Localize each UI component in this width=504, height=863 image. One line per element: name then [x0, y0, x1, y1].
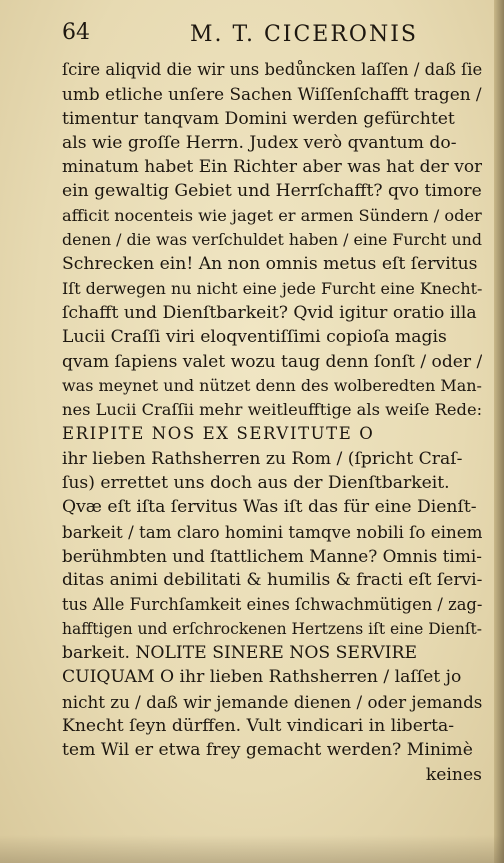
- text-line: qvam ſapiens valet wozu taug denn ſonſt / oder /: [62, 351, 482, 372]
- text-line: ditas animi debilitati & humilis & fracti eſt ſervi-: [62, 570, 482, 591]
- text-line: timentur tanqvam Domini werden gefürchtet: [62, 108, 455, 129]
- page-header: [62, 20, 480, 50]
- text-line: als wie groſſe Herrn. Judex verò qvantum do-: [62, 132, 457, 153]
- text-line: barkeit / tam claro homini tamqve nobili ſo einem: [62, 521, 482, 542]
- text-line: ſchafft und Dienſtbarkeit? Qvid igitur oratio illa: [62, 302, 477, 323]
- text-line: tem Wil er etwa frey gemacht werden? Minimè: [62, 740, 473, 761]
- text-line: Lucii Craſſi viri eloqventiſſimi copioſa magis: [62, 327, 447, 348]
- text-line: Knecht ſeyn dürffen. Vult vindicari in liberta-: [62, 716, 455, 737]
- text-line: Schrecken ein! An non omnis metus eſt ſervitus: [62, 254, 478, 275]
- page-bottom-shadow: [0, 835, 504, 863]
- text-line: berühmbten und ſtattlichem Manne? Omnis timi-: [62, 545, 482, 566]
- text-line: Iſt derwegen nu nicht eine jede Furcht eine Knecht-: [62, 278, 482, 298]
- text-line: afficit nocenteis wie jaget er armen Sündern / oder: [62, 205, 482, 225]
- text-line: Qvæ eſt iſta ſervitus Was iſt das für eine Dienſt-: [62, 497, 477, 518]
- text-line: ſcire aliqvid die wir uns bedůncken laſſen / daß ſie: [62, 60, 482, 79]
- text-line: was meynet und nützet denn des wolberedten Man-: [62, 375, 482, 395]
- page-number: 64: [62, 20, 90, 45]
- text-line: ſus) errettet uns doch aus der Dienſtbarkeit.: [62, 473, 450, 494]
- text-line: denen / die was verſchuldet haben / eine Furcht und: [62, 230, 482, 250]
- text-line: ihr lieben Rathsherren zu Rom / (ſpricht Craſ-: [62, 448, 463, 469]
- text-line: ein gewaltig Gebiet und Herrſchafft? qvo timore: [62, 181, 482, 202]
- text-line: minatum habet Ein Richter aber was hat der vor: [62, 157, 482, 178]
- running-title: M. T. CICERONIS: [190, 22, 418, 47]
- page-edge-shadow: [494, 0, 504, 863]
- catchword: keines: [425, 764, 482, 785]
- text-line: barkeit. NOLITE SINERE NOS SERVIRE: [62, 643, 417, 664]
- text-line: tus Alle Furchſamkeit eines ſchwachmütigen / zag-: [62, 594, 482, 614]
- text-line: nes Lucii Craſſii mehr weitleufftige als weiſe Rede:: [62, 400, 482, 420]
- body-text: [62, 58, 482, 787]
- text-line: CUIQUAM O ihr lieben Rathsherren / laſſet jo: [62, 667, 462, 688]
- text-line: hafftigen und erſchrockenen Hertzens iſt eine Dienſt-: [62, 619, 482, 638]
- text-line: nicht zu / daß wir jemande dienen / oder jemands: [62, 691, 482, 712]
- text-line: umb etliche unſere Sachen Wiſſenſchafft tragen /: [62, 84, 482, 105]
- text-line-capitals: ERIPITE NOS EX SERVITUTE O: [62, 424, 375, 444]
